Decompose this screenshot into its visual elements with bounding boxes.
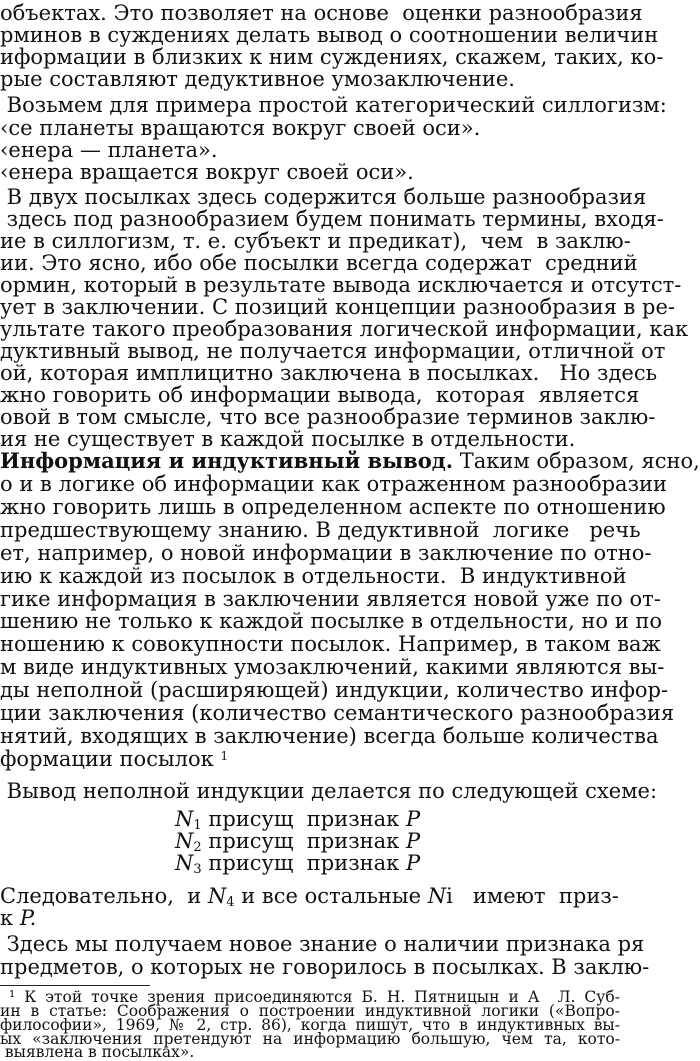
formula-pred: P: [405, 829, 421, 853]
formula-sub: 3: [193, 862, 202, 877]
text-line: ‹енера вращается вокруг своей оси».: [0, 160, 414, 184]
text-line: рые составляют дедуктивное умозаключение.: [0, 67, 515, 91]
section-heading-continuation: Таким образом, ясно,: [453, 449, 700, 473]
conclusion-var2: N: [427, 884, 447, 908]
conclusion-line-1: [0, 885, 620, 908]
text-line: гике информация в заключении является новой уже по от-: [0, 586, 661, 611]
formula-var: N: [175, 851, 194, 875]
text-line: ‹енера — планета».: [0, 138, 218, 162]
text-line: ции заключения (количество семантического разнообразия: [0, 701, 675, 725]
formula-var: N: [175, 807, 194, 831]
section-heading: Информация и индуктивный вывод.: [0, 448, 454, 473]
formula-text: присущ признак: [201, 851, 406, 875]
tail-line-2: предметов, о которых не говорилось в посылках. В заклю-: [0, 955, 650, 979]
text-line: объектах. Это позволяет на основе оценки разнообразия: [0, 1, 643, 25]
formula-line-2: [175, 830, 420, 853]
conclusion-line2-a: к: [0, 906, 20, 930]
text-line: ии. Это ясно, ибо обе посылки всегда содержат средний: [0, 251, 638, 275]
text-line: ует в заключении. С позиций концепции разнообразия в ре-: [0, 295, 675, 319]
text-line: ормин, который в результате вывода исключается и отсутст-: [0, 273, 682, 297]
text-line: м виде индуктивных умозаключений, какими являются вы-: [0, 655, 665, 680]
text-line: жно говорить об информации вывода, которая является: [0, 383, 640, 407]
section-heading-line: [0, 448, 700, 473]
conclusion-line-2: [0, 907, 620, 930]
text-line: ношению к совокупности посылок. Например, в таком важ: [0, 632, 661, 657]
conclusion-text-c: i имеют приз-: [446, 884, 619, 908]
tail-line-1: Здесь мы получаем новое знание о наличии признака ря: [0, 932, 645, 956]
footnote-line-5: выявлена в посылках».: [0, 1043, 195, 1061]
conclusion-text-b: и все остальные: [234, 884, 428, 908]
formula-pred: P: [405, 807, 421, 831]
formula-text: присущ признак: [201, 829, 406, 853]
text-line: ет, например, о новой информации в заключение по отно-: [0, 540, 652, 565]
text-line: дуктивный вывод, не получается информации, отличной от: [0, 339, 666, 363]
conclusion-var: N: [207, 884, 227, 908]
text-line: жно говорить лишь в определенном аспекте по отношению: [0, 494, 666, 519]
footnote-line-4: ых «заключения претендуют на информацию большую, чем та, кото-: [0, 1030, 620, 1048]
text-line: В двух посылках здесь содержится больше разнообразия: [0, 185, 647, 209]
text-line: рминов в суждениях делать вывод о соотношении величин: [0, 23, 659, 47]
text-line: о и в логике об информации как отраженном разнообразии: [0, 472, 668, 496]
footnote-reference: 1: [220, 749, 229, 763]
text-line: нятий, входящих в заключение) всегда больше количества: [0, 723, 659, 748]
text-line: ультате такого преобразования логической информации, как: [0, 317, 689, 341]
text-line: шению не только к каждой посылке в отдельности, но и по: [0, 609, 663, 634]
conclusion-sub: 4: [226, 895, 235, 910]
last-line-with-footnote: [0, 748, 620, 771]
formula-line-1: [175, 808, 420, 831]
last-line-text: формации посылок: [0, 747, 214, 771]
text-line: ды неполной (расширяющей) индукции, количество инфор-: [0, 678, 669, 703]
text-line: ию к каждой из посылок в отдельности. В индуктивной: [0, 563, 627, 588]
formula-sub: 1: [193, 818, 202, 833]
scheme-lead-line: Вывод неполной индукции делается по следующей схеме:: [0, 779, 658, 803]
text-line: ‹се планеты вращаются вокруг своей оси».: [0, 116, 481, 140]
conclusion-line2-b: P.: [19, 906, 37, 930]
footnote-line-3: философии», 1969, № 2, стр. 86), когда пишут, что в индуктивных вы-: [0, 1016, 620, 1034]
footnote-rule: [0, 985, 150, 986]
text-line: ия не существует в каждой посылке в отдельности.: [0, 427, 576, 451]
text-line: предшествующему знанию. В дедуктивной логике речь: [0, 517, 641, 542]
formula-text: присущ признак: [201, 807, 406, 831]
text-line: ой, которая имплицитно заключена в посылках. Но здесь: [0, 361, 658, 385]
text-line: овой в том смысле, что все разнообразие терминов заклю-: [0, 405, 656, 429]
text-line: Возьмем для примера простой категорический силлогизм:: [0, 93, 667, 117]
footnote-line-1: ¹ К этой точке зрения присоединяются Б. Н. Пятницын и А Л. Суб-: [0, 988, 620, 1006]
formula-pred: P: [405, 851, 421, 875]
formula-sub: 2: [193, 840, 202, 855]
text-line: иформации в близких к ним суждениях, скажем, таких, ко-: [0, 45, 664, 69]
text-line: ие в силлогизм, т. е. субъект и предикат), чем в заклю-: [0, 229, 631, 253]
text-line: здесь под разнообразием будем понимать термины, входя-: [0, 207, 664, 231]
formula-var: N: [175, 829, 194, 853]
conclusion-text-a: Следовательно, и: [0, 884, 208, 908]
formula-line-3: [175, 852, 420, 875]
footnote-line-2: ин в статье: Соображения о построении индуктивной логики («Вопро-: [0, 1002, 620, 1020]
